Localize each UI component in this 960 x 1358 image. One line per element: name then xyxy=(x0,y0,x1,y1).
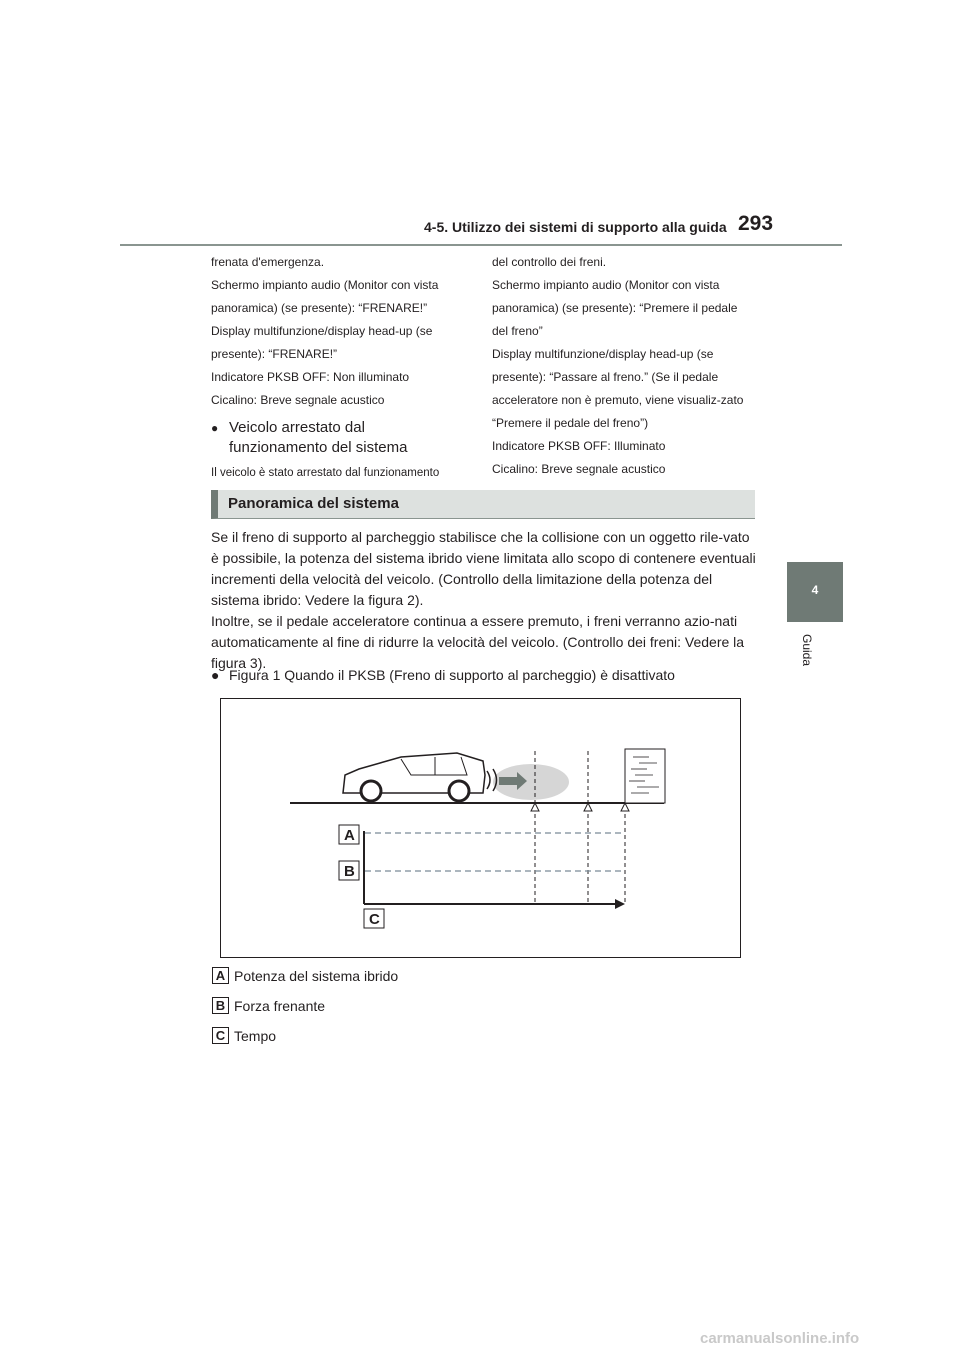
legend-item-c xyxy=(212,1027,276,1044)
text-line: Il veicolo è stato arrestato dal funzionamento xyxy=(211,467,440,479)
text-line: Schermo impianto audio (Monitor con vista panoramica) (se presente): “Premere il pedale del freno” xyxy=(492,278,738,338)
bullet-heading xyxy=(211,418,466,458)
label-a: A xyxy=(344,827,355,844)
section-body xyxy=(211,527,756,674)
header-rule xyxy=(120,244,842,246)
text-line: Schermo impianto audio (Monitor con vista panoramica) (se presente): “FRENARE!” xyxy=(211,278,439,315)
section-heading xyxy=(211,490,755,519)
text-line: Display multifunzione/display head-up (se presente): “Passare al freno.” (Se il pedale acceleratore non è premuto, viene visualiz-zato “Premere il pedale del freno”) xyxy=(492,347,744,430)
figure-illustration xyxy=(221,699,740,957)
figure-caption xyxy=(211,667,675,683)
car-icon xyxy=(343,753,485,801)
text-line: Display multifunzione/display head-up (se presente): “FRENARE!” xyxy=(211,324,433,361)
text-line: Indicatore PKSB OFF: Illuminato xyxy=(492,439,666,453)
label-b: B xyxy=(344,863,355,880)
chapter-label: Guida xyxy=(800,634,814,667)
bullet-icon: ● xyxy=(211,421,219,435)
paragraph: Inoltre, se il pedale acceleratore continua a essere premuto, i freni verranno azio-nati automaticamente al fine di ridurre la velocità del veicolo. (Controllo dei freni: Vedere la figura 3). xyxy=(211,613,745,671)
label-c: C xyxy=(369,911,380,928)
chapter-number: 4 xyxy=(811,583,819,597)
label-boxes xyxy=(339,825,384,928)
legend-text: Tempo xyxy=(234,1027,277,1044)
level-lines xyxy=(365,833,625,871)
right-column xyxy=(492,251,752,481)
legend-key: B xyxy=(212,997,229,1014)
legend-key: A xyxy=(212,967,229,984)
text-line: frenata d'emergenza. xyxy=(211,255,325,269)
legend-text: Potenza del sistema ibrido xyxy=(234,967,399,984)
figure-caption-text: Figura 1 Quando il PKSB (Freno di supporto al parcheggio) è disattivato xyxy=(229,667,675,683)
text-line: Cicalino: Breve segnale acustico xyxy=(211,393,385,407)
marker-triangles xyxy=(531,803,629,811)
text-line: Indicatore PKSB OFF: Non illuminato xyxy=(211,370,410,384)
section-title: Panoramica del sistema xyxy=(228,495,399,512)
figure-1 xyxy=(220,698,741,958)
bullet-icon: ● xyxy=(211,667,220,683)
legend-text: Forza frenante xyxy=(234,997,326,1014)
legend-key: C xyxy=(212,1027,229,1044)
text-line: Cicalino: Breve segnale acustico xyxy=(492,462,666,476)
legend-item-b xyxy=(212,997,325,1014)
page-number: 293 xyxy=(738,212,774,235)
watermark: carmanualsonline.info xyxy=(700,1330,860,1347)
running-header: 4-5. Utilizzo dei sistemi di supporto alla guida xyxy=(424,219,727,235)
brick-wall-icon xyxy=(625,749,665,803)
left-column xyxy=(211,251,466,485)
axis-arrow-icon xyxy=(615,899,625,909)
legend-item-a xyxy=(212,967,398,984)
paragraph: Se il freno di supporto al parcheggio stabilisce che la collisione con un oggetto rile-vato è possibile, la potenza del sistema ibrido viene limitata allo scopo di contenere eventuali incrementi della velocità del veicolo. (Controllo della limitazione della potenza del sistema ibrido: Vedere la figura 2). xyxy=(211,529,756,608)
bullet-heading-text: Veicolo arrestato dal funzionamento del sistema xyxy=(229,419,408,456)
text-line: del controllo dei freni. xyxy=(492,255,607,269)
